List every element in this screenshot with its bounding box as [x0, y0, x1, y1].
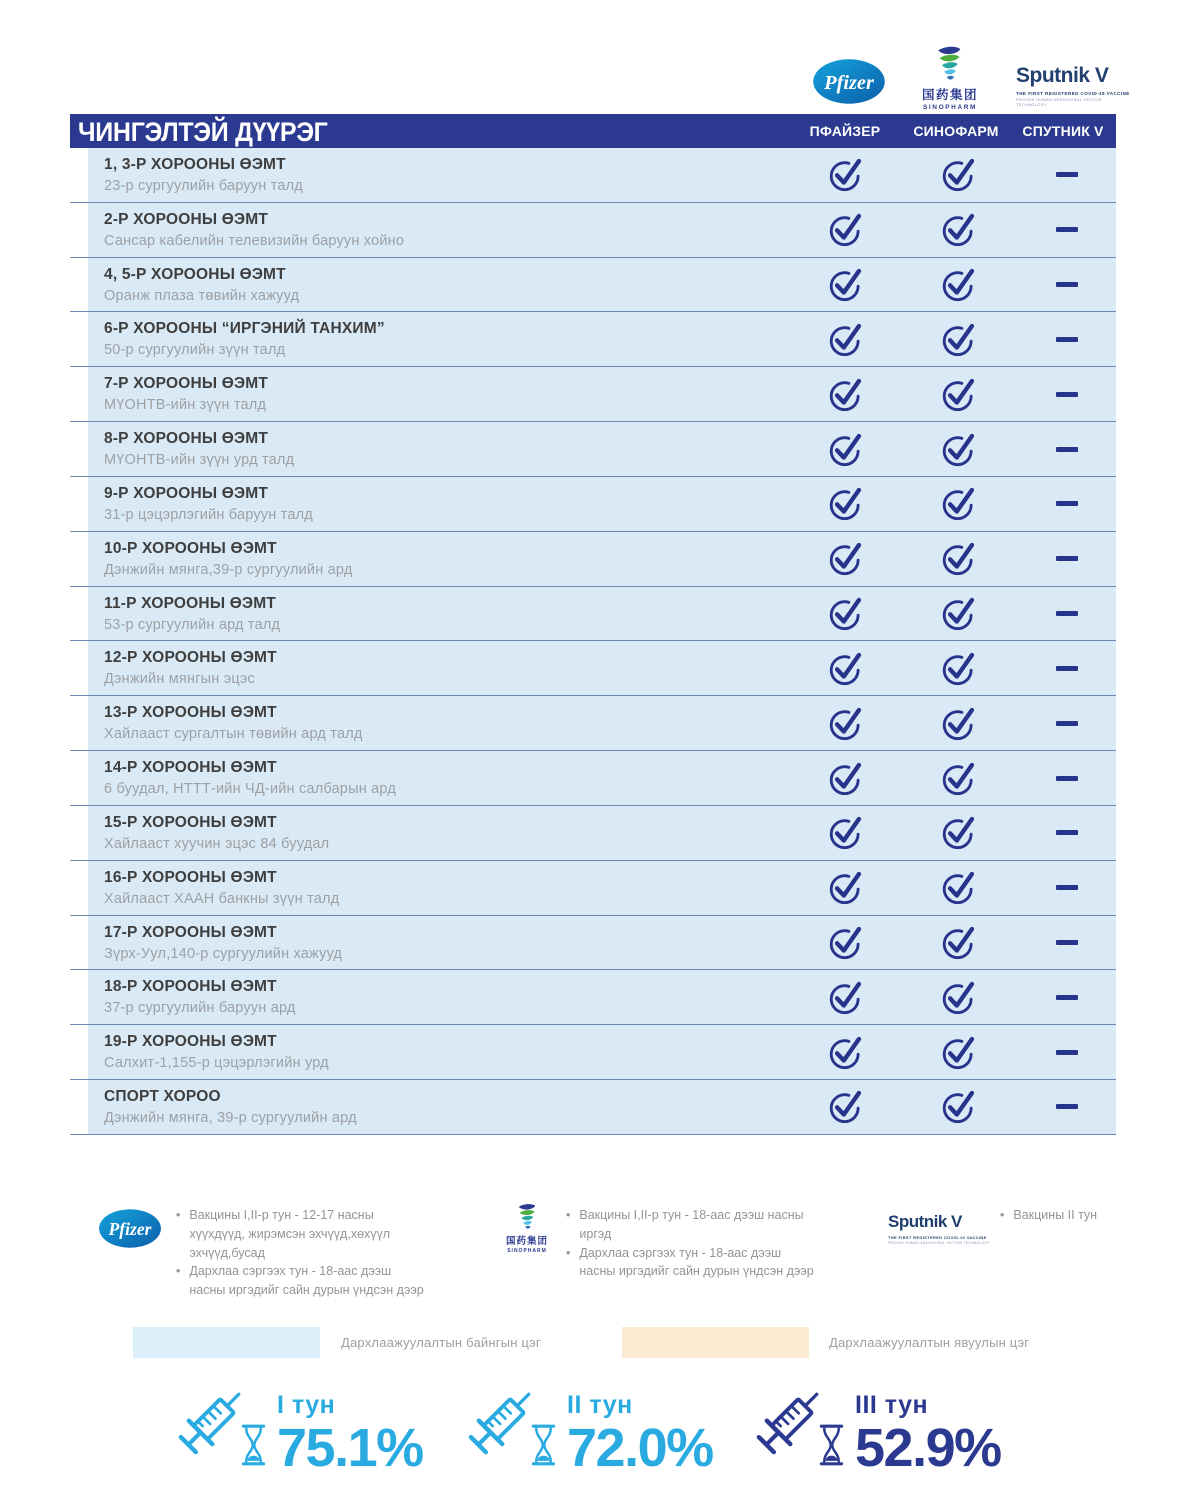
footnote-text: Вакцины I,II-р тун - 12-17 насны хүүхдүүд, жирэмсэн эхчүүд,хөхүүл эхчүүд,бусад [189, 1208, 391, 1260]
table-row [70, 148, 1116, 203]
footnotes [0, 1198, 1187, 1308]
footnote-item [176, 1206, 428, 1262]
table-row [70, 970, 1116, 1025]
site-address: Дэнжийн мянга, 39-р сургуулийн ард [104, 1110, 357, 1127]
footnote-item [1000, 1206, 1170, 1225]
site-address: МҮОНТВ-ийн зүүн талд [104, 397, 267, 414]
bullet-icon: • [176, 1208, 181, 1222]
pfizer-logo-text: Pfizer [824, 71, 874, 94]
stat-text [567, 1391, 713, 1479]
point-type-legend [0, 1327, 1187, 1359]
check-icon [940, 431, 977, 468]
sputnik-footnote-list [1000, 1206, 1170, 1225]
check-icon [940, 760, 977, 797]
dose-percentage: 52.9% [855, 1418, 1001, 1479]
table-row [70, 861, 1116, 916]
cell-pfizer [823, 148, 867, 202]
cell-sputnik [1045, 422, 1089, 476]
cell-sputnik [1045, 203, 1089, 257]
check-icon [827, 1034, 864, 1071]
cell-sputnik [1045, 258, 1089, 312]
dose-label: II тун [567, 1391, 633, 1420]
permanent-point-swatch [133, 1327, 320, 1358]
pfizer-footnote-list [176, 1206, 428, 1300]
sinopharm-footnote-list [566, 1206, 818, 1281]
table-row [70, 532, 1116, 587]
cell-pfizer [823, 312, 867, 366]
cell-sinopharm [936, 916, 980, 970]
site-name: 8-Р ХОРООНЫ ӨЭМТ [104, 430, 269, 448]
site-address: Хайлааст ХААН банкны зүүн талд [104, 890, 340, 907]
check-icon [827, 156, 864, 193]
cell-pfizer [823, 861, 867, 915]
check-icon [940, 924, 977, 961]
check-icon [940, 266, 977, 303]
district-title: ЧИНГЭЛТЭЙ ДҮҮРЭГ [78, 117, 328, 148]
footnote-item [566, 1206, 818, 1244]
site-name: 16-Р ХОРООНЫ ӨЭМТ [104, 868, 277, 886]
sinopharm-zh-label: 国药集团 [505, 1236, 548, 1247]
dash-icon [1056, 995, 1078, 1000]
cell-pfizer [823, 422, 867, 476]
cell-sinopharm [936, 1025, 980, 1079]
check-icon [940, 705, 977, 742]
sputnik-logo [888, 1212, 993, 1245]
check-icon [940, 211, 977, 248]
site-name: 1, 3-Р ХОРООНЫ ӨЭМТ [104, 156, 286, 173]
check-icon [827, 540, 864, 577]
sputnik-logo [1016, 64, 1134, 107]
table-row [70, 367, 1116, 422]
dash-icon [1056, 611, 1078, 616]
footnote-text: Вакцины II тун [1013, 1208, 1098, 1222]
table-row [70, 587, 1116, 642]
cell-sputnik [1045, 1025, 1089, 1079]
check-icon [940, 1088, 977, 1125]
cell-pfizer [823, 1080, 867, 1134]
site-address: 37-р сургуулийн баруун ард [104, 1000, 296, 1017]
cell-sinopharm [936, 861, 980, 915]
cell-pfizer [823, 696, 867, 750]
site-address: 31-р цэцэрлэгийн баруун талд [104, 506, 313, 523]
cell-sinopharm [936, 751, 980, 805]
check-icon [827, 485, 864, 522]
sinopharm-logo [498, 1202, 556, 1254]
hourglass-icon [546, 1421, 567, 1473]
check-icon [827, 869, 864, 906]
sputnik-tagline-1: THE FIRST REGISTERED COVID-19 VACCINE [888, 1235, 987, 1240]
footnote-text: Дархлаа сэргээх тун - 18-аас дээш насны иргэдийг сайн дурын үндсэн дээр [579, 1245, 814, 1279]
sinopharm-en-label: SINOPHARM [922, 104, 978, 111]
cell-sinopharm [936, 1080, 980, 1134]
sinopharm-mark-icon [932, 44, 968, 84]
site-name: 14-Р ХОРООНЫ ӨЭМТ [104, 759, 277, 777]
permanent-point-label: Дархлаажуулалтын байнгын цэг [341, 1335, 541, 1350]
check-icon [827, 266, 864, 303]
site-name: 2-Р ХОРООНЫ ӨЭМТ [104, 210, 269, 228]
cell-sputnik [1045, 477, 1089, 531]
cell-pfizer [823, 916, 867, 970]
site-name: 10-Р ХОРООНЫ ӨЭМТ [104, 539, 277, 557]
site-name: 4, 5-Р ХОРООНЫ ӨЭМТ [104, 265, 286, 283]
cell-sputnik [1045, 970, 1089, 1024]
footnote-text: Вакцины I,II-р тун - 18-аас дээш насны иргэд [579, 1208, 804, 1241]
table-row [70, 477, 1116, 532]
check-icon [940, 979, 977, 1016]
cell-sinopharm [936, 367, 980, 421]
pfizer-logo [98, 1208, 162, 1249]
cell-sputnik [1045, 696, 1089, 750]
dash-icon [1056, 556, 1078, 561]
bullet-icon: • [1000, 1208, 1005, 1222]
dash-icon [1056, 501, 1078, 506]
site-address: 50-р сургуулийн зүүн талд [104, 342, 286, 359]
dash-icon [1056, 337, 1078, 342]
cell-sputnik [1045, 532, 1089, 586]
dash-icon [1056, 885, 1078, 890]
cell-sinopharm [936, 532, 980, 586]
dose-percentage: 75.1% [277, 1418, 423, 1479]
cell-sinopharm [936, 587, 980, 641]
pfizer-logo-text: Pfizer [108, 1218, 152, 1239]
cell-sputnik [1045, 641, 1089, 695]
site-address: 23-р сургуулийн баруун талд [104, 178, 303, 194]
stat-text [855, 1391, 1001, 1479]
cell-pfizer [823, 751, 867, 805]
dash-icon [1056, 666, 1078, 671]
dose-label: I тун [277, 1391, 336, 1420]
site-name: СПОРТ ХОРОО [104, 1088, 221, 1106]
table-header [70, 114, 1116, 148]
dash-icon [1056, 1104, 1078, 1109]
cell-pfizer [823, 806, 867, 860]
dash-icon [1056, 392, 1078, 397]
table-rows [70, 148, 1116, 1135]
cell-pfizer [823, 1025, 867, 1079]
stat-text [277, 1391, 423, 1479]
cell-sputnik [1045, 751, 1089, 805]
check-icon [827, 705, 864, 742]
cell-sputnik [1045, 367, 1089, 421]
bullet-icon: • [566, 1208, 571, 1222]
cell-sinopharm [936, 806, 980, 860]
dose-1-stat [160, 1377, 423, 1479]
sputnik-tagline-2: PROVEN HUMAN ADENOVIRAL VECTOR TECHNOLOGY [888, 1241, 991, 1245]
check-icon [940, 650, 977, 687]
cell-sputnik [1045, 1080, 1089, 1134]
sinopharm-mark-icon [514, 1202, 541, 1232]
table-row [70, 1025, 1116, 1080]
cell-sinopharm [936, 477, 980, 531]
site-address: МҮОНТВ-ийн зүүн урд талд [104, 452, 295, 469]
site-name: 15-Р ХОРООНЫ ӨЭМТ [104, 813, 277, 831]
site-address: Хайлааст сургалтын төвийн ард талд [104, 726, 363, 743]
cell-sinopharm [936, 203, 980, 257]
site-address: 53-р сургуулийн ард талд [104, 616, 281, 633]
cell-sinopharm [936, 422, 980, 476]
check-icon [827, 1088, 864, 1125]
dash-icon [1056, 282, 1078, 287]
check-icon [827, 924, 864, 961]
table-row [70, 916, 1116, 971]
cell-sputnik [1045, 806, 1089, 860]
check-icon [827, 431, 864, 468]
cell-pfizer [823, 477, 867, 531]
dash-icon [1056, 1050, 1078, 1055]
check-icon [827, 211, 864, 248]
cell-sinopharm [936, 148, 980, 202]
dash-icon [1056, 940, 1078, 945]
footnote-item [176, 1262, 428, 1300]
site-name: 6-Р ХОРООНЫ “ИРГЭНИЙ ТАНХИМ” [104, 320, 385, 338]
column-header-sputnik: СПУТНИК V [1022, 123, 1104, 139]
mobile-point-label: Дархлаажуулалтын явуулын цэг [829, 1335, 1030, 1350]
check-icon [940, 485, 977, 522]
site-name: 17-Р ХОРООНЫ ӨЭМТ [104, 923, 277, 941]
site-address: Дэнжийн мянгын эцэс [104, 671, 255, 688]
check-icon [827, 321, 864, 358]
site-address: Хайлааст хуучин эцэс 84 буудал [104, 835, 330, 852]
table-row [70, 312, 1116, 367]
check-icon [940, 156, 977, 193]
site-name: 19-Р ХОРООНЫ ӨЭМТ [104, 1033, 277, 1051]
site-name: 11-Р ХОРООНЫ ӨЭМТ [104, 594, 276, 612]
site-name: 9-Р ХОРООНЫ ӨЭМТ [104, 484, 269, 502]
table-row [70, 422, 1116, 477]
check-icon [940, 814, 977, 851]
cell-sputnik [1045, 148, 1089, 202]
check-icon [940, 376, 977, 413]
dose-label: III тун [855, 1391, 929, 1420]
table-row [70, 751, 1116, 806]
check-icon [940, 321, 977, 358]
site-name: 18-Р ХОРООНЫ ӨЭМТ [104, 978, 277, 996]
dose-stats [0, 1370, 1187, 1485]
sputnik-tagline-1: THE FIRST REGISTERED COVID-19 VACCINE [1016, 91, 1130, 96]
table-row [70, 1080, 1116, 1135]
dash-icon [1056, 830, 1078, 835]
cell-pfizer [823, 258, 867, 312]
dash-icon [1056, 776, 1078, 781]
site-address: Дэнжийн мянга,39-р сургуулийн ард [104, 561, 353, 578]
cell-sputnik [1045, 916, 1089, 970]
mobile-point-swatch [622, 1327, 809, 1358]
check-icon [827, 760, 864, 797]
cell-sinopharm [936, 641, 980, 695]
check-icon [827, 376, 864, 413]
hourglass-icon [834, 1421, 855, 1473]
sinopharm-en-label: SINOPHARM [507, 1248, 547, 1254]
cell-pfizer [823, 367, 867, 421]
site-name: 7-Р ХОРООНЫ ӨЭМТ [104, 375, 269, 393]
cell-sputnik [1045, 861, 1089, 915]
dose-percentage: 72.0% [567, 1418, 713, 1479]
footnote-text: Дархлаа сэргээх тун - 18-аас дээш насны иргэдийг сайн дурын үндсэн дээр [189, 1264, 424, 1297]
cell-sinopharm [936, 258, 980, 312]
pfizer-logo [812, 58, 886, 105]
site-address: Сансар кабелийн телевизийн баруун хойно [104, 232, 405, 249]
check-icon [827, 595, 864, 632]
check-icon [827, 979, 864, 1016]
dash-icon [1056, 447, 1078, 452]
check-icon [827, 650, 864, 687]
check-icon [940, 595, 977, 632]
site-name: 13-Р ХОРООНЫ ӨЭМТ [104, 704, 277, 722]
cell-sputnik [1045, 587, 1089, 641]
cell-sputnik [1045, 312, 1089, 366]
sputnik-logo-text: Sputnik V [1016, 64, 1109, 87]
check-icon [827, 814, 864, 851]
table-row [70, 258, 1116, 313]
table-row [70, 696, 1116, 751]
dash-icon [1056, 721, 1078, 726]
cell-sinopharm [936, 696, 980, 750]
dash-icon [1056, 227, 1078, 232]
table-row [70, 203, 1116, 258]
site-address: 6 буудал, НТТТ-ийн ЧД-ийн салбарын ард [104, 781, 396, 798]
table-row [70, 641, 1116, 696]
cell-sinopharm [936, 312, 980, 366]
site-address: Оранж плаза төвийн хажууд [104, 287, 300, 304]
cell-pfizer [823, 970, 867, 1024]
site-name: 12-Р ХОРООНЫ ӨЭМТ [104, 649, 277, 667]
sinopharm-zh-label: 国药集团 [921, 88, 978, 102]
column-header-sinopharm: СИНОФАРМ [913, 123, 999, 139]
column-header-pfizer: ПФАЙЗЕР [809, 123, 881, 139]
cell-pfizer [823, 203, 867, 257]
footnote-item [566, 1244, 818, 1282]
vaccination-table [70, 114, 1116, 1135]
cell-pfizer [823, 641, 867, 695]
check-icon [940, 1034, 977, 1071]
check-icon [940, 869, 977, 906]
bullet-icon: • [176, 1264, 181, 1279]
site-address: Зүрх-Уул,140-р сургуулийн хажууд [104, 945, 343, 962]
cell-sinopharm [936, 970, 980, 1024]
site-address: Салхит-1,155-р цэцэрлэгийн урд [104, 1055, 329, 1072]
sinopharm-logo [916, 44, 984, 111]
table-row [70, 806, 1116, 861]
hourglass-icon [256, 1421, 277, 1473]
sputnik-tagline-2: PROVEN HUMAN ADENOVIRAL VECTOR TECHNOLOGY [1016, 97, 1102, 107]
dose-2-stat [450, 1377, 713, 1479]
cell-pfizer [823, 587, 867, 641]
sputnik-logo-text: Sputnik V [888, 1212, 962, 1231]
check-icon [940, 540, 977, 577]
bullet-icon: • [566, 1245, 571, 1260]
dash-icon [1056, 172, 1078, 177]
cell-pfizer [823, 532, 867, 586]
dose-3-stat [738, 1377, 1001, 1479]
